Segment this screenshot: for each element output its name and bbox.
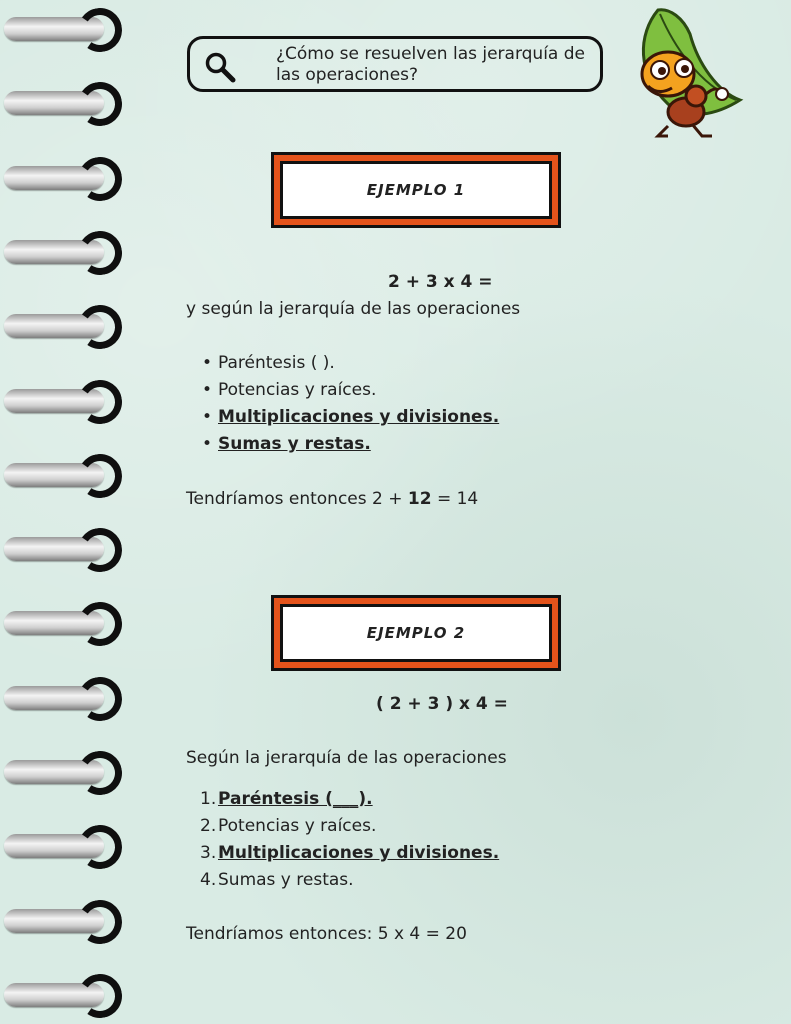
list-item-text: Multiplicaciones y divisiones. xyxy=(218,843,500,863)
example-2-header xyxy=(271,595,561,671)
ring-loop xyxy=(75,970,126,1021)
ring-loop xyxy=(75,748,126,799)
ring-loop xyxy=(75,450,126,501)
list-item-text: Sumas y restas. xyxy=(218,434,371,454)
list-item xyxy=(200,867,499,894)
ring-loop xyxy=(75,5,126,56)
ring-loop xyxy=(75,153,126,204)
example-1-equation: 2 + 3 x 4 = xyxy=(388,272,493,292)
spiral-ring-icon xyxy=(4,675,134,723)
list-item-text: Paréntesis (___). xyxy=(218,789,373,809)
list-item-text: Multiplicaciones y divisiones. xyxy=(218,407,500,427)
ant-mascot-icon xyxy=(628,4,748,140)
ring-loop xyxy=(75,227,126,278)
example-1-header xyxy=(271,152,561,228)
example-1-rules-list xyxy=(218,350,499,458)
list-item-text: Paréntesis ( ). xyxy=(218,353,335,373)
list-item xyxy=(218,377,499,404)
ring-loop xyxy=(75,673,126,724)
example-2-equation: ( 2 + 3 ) x 4 = xyxy=(376,694,508,714)
result-highlight: 12 xyxy=(407,489,432,509)
example-2-title: EJEMPLO 2 xyxy=(280,604,552,662)
question-search-bar[interactable] xyxy=(187,36,603,92)
example-2-rules-list xyxy=(200,786,499,894)
ring-loop xyxy=(75,896,126,947)
spiral-ring-icon xyxy=(4,600,134,648)
spiral-ring-icon xyxy=(4,749,134,797)
spiral-ring-icon xyxy=(4,6,134,54)
result-prefix: Tendríamos entonces 2 + xyxy=(186,489,408,509)
example-1-intro: y según la jerarquía de las operaciones xyxy=(186,299,521,319)
spiral-ring-icon xyxy=(4,452,134,500)
spiral-ring-icon xyxy=(4,526,134,574)
ring-loop xyxy=(75,376,126,427)
example-1-result xyxy=(186,489,478,509)
ring-loop xyxy=(75,822,126,873)
list-item xyxy=(200,786,499,813)
spiral-ring-icon xyxy=(4,898,134,946)
spiral-ring-icon xyxy=(4,972,134,1020)
spiral-ring-icon xyxy=(4,378,134,426)
list-number: 1. xyxy=(200,789,217,809)
list-number: 4. xyxy=(200,870,217,890)
ring-loop xyxy=(75,599,126,650)
spiral-ring-icon xyxy=(4,229,134,277)
spiral-ring-icon xyxy=(4,823,134,871)
list-number: 3. xyxy=(200,843,217,863)
list-item-text: Sumas y restas. xyxy=(218,870,354,890)
spiral-binding xyxy=(0,0,140,1024)
list-item xyxy=(218,350,499,377)
spiral-ring-icon xyxy=(4,303,134,351)
ring-loop xyxy=(75,525,126,576)
spiral-ring-icon xyxy=(4,155,134,203)
magnifier-icon xyxy=(204,51,236,83)
question-text: ¿Cómo se resuelven las jerarquía de las operaciones? xyxy=(276,44,586,85)
list-item xyxy=(200,813,499,840)
ring-loop xyxy=(75,79,126,130)
example-2-result: Tendríamos entonces: 5 x 4 = 20 xyxy=(186,924,467,944)
spiral-ring-icon xyxy=(4,80,134,128)
list-number: 2. xyxy=(200,816,217,836)
list-item xyxy=(218,431,499,458)
list-item-text: Potencias y raíces. xyxy=(218,380,377,400)
example-2-intro: Según la jerarquía de las operaciones xyxy=(186,748,507,768)
list-item xyxy=(200,840,499,867)
list-item xyxy=(218,404,499,431)
result-suffix: = 14 xyxy=(431,489,479,509)
ring-loop xyxy=(75,302,126,353)
list-item-text: Potencias y raíces. xyxy=(218,816,377,836)
example-1-title: EJEMPLO 1 xyxy=(280,161,552,219)
